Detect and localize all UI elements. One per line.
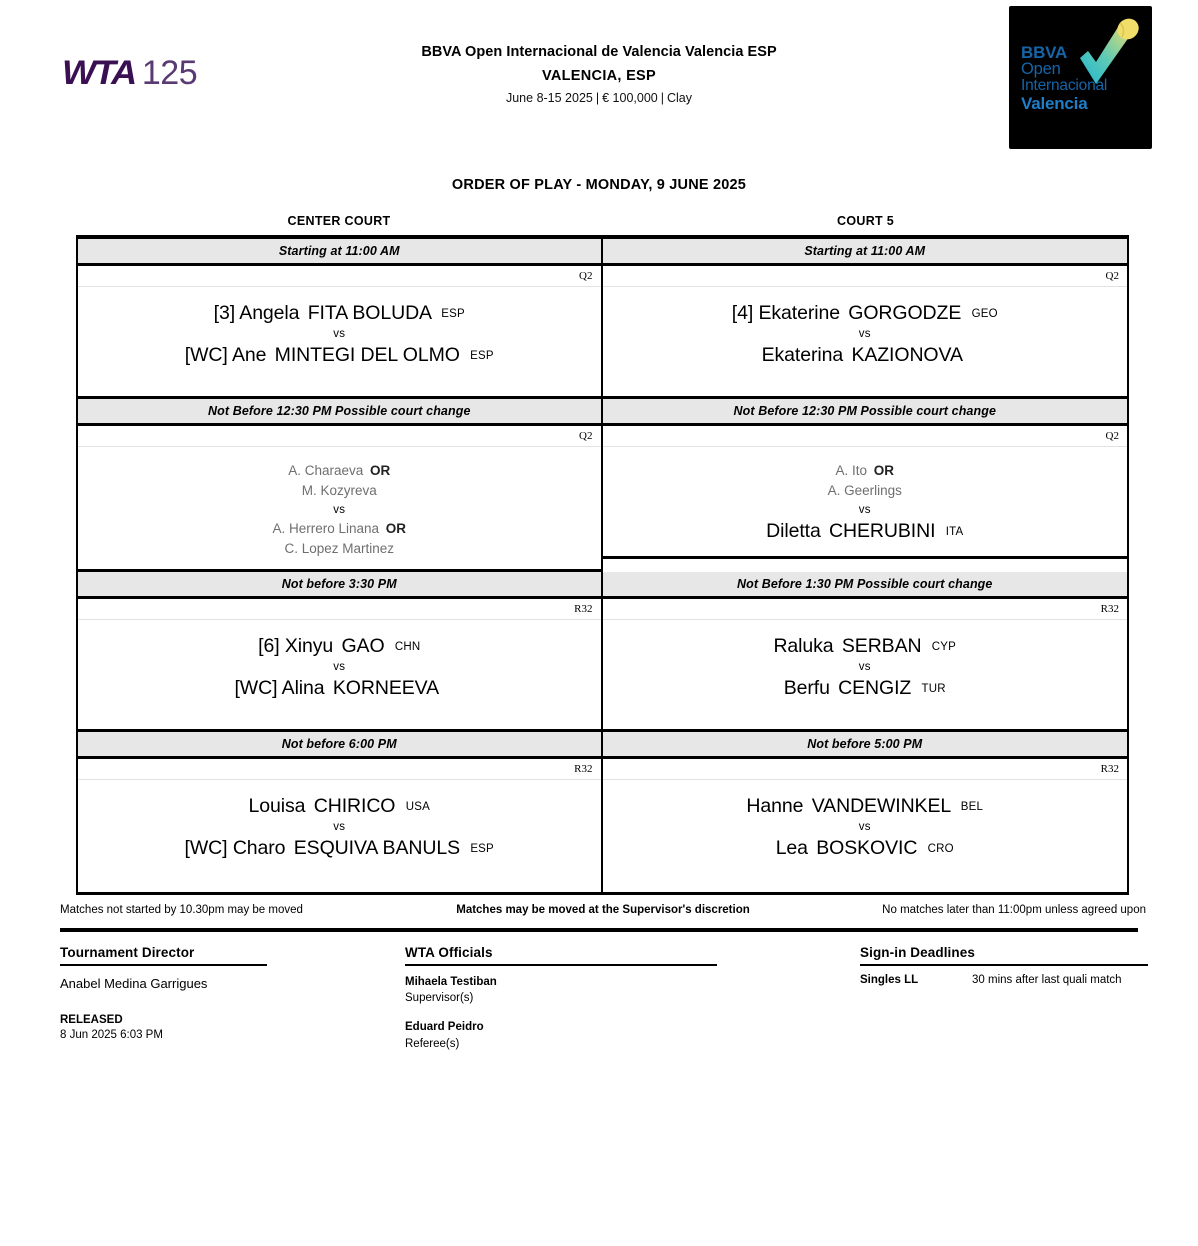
released-label: RELEASED bbox=[60, 1013, 123, 1026]
player-country: CYP bbox=[931, 641, 957, 654]
tournament-city: VALENCIA, ESP bbox=[541, 68, 656, 84]
time-bar: Starting at 11:00 AM bbox=[603, 239, 1128, 266]
player-line-2 bbox=[84, 836, 595, 861]
time-bar: Not before 3:30 PM bbox=[78, 572, 601, 599]
vs-label: vs bbox=[858, 661, 871, 674]
schedule-cell-court-5 bbox=[603, 572, 1128, 732]
schedule-cell-court-5 bbox=[603, 732, 1128, 892]
player-last: MINTEGI DEL OLMO bbox=[274, 344, 460, 367]
tbd-player-name: A. Ito bbox=[835, 463, 867, 478]
bbva-logo-text bbox=[1021, 44, 1107, 112]
tbd-player-line-1b: A. Geerlings bbox=[827, 483, 902, 499]
player-seed: [WC] bbox=[234, 677, 278, 700]
player-first: Alina bbox=[281, 677, 325, 700]
tbd-player-line-2b: C. Lopez Martinez bbox=[284, 541, 395, 556]
player-last: VANDEWINKEL bbox=[811, 795, 951, 818]
player-seed: [WC] bbox=[184, 837, 228, 860]
note-late-matches: Matches not started by 10.30pm may be moved bbox=[60, 904, 303, 917]
player-line-1 bbox=[609, 301, 1122, 326]
player-last: FITA BOLUDA bbox=[307, 302, 431, 324]
vs-label: vs bbox=[858, 821, 871, 834]
signin-deadline-row bbox=[860, 974, 1150, 992]
player-last: SERBAN bbox=[841, 635, 922, 658]
footer-divider bbox=[60, 928, 1138, 932]
note-latest-match-time: No matches later than 11:00pm unless agreed upon bbox=[882, 904, 1146, 917]
player-first: Angela bbox=[239, 302, 300, 324]
schedule-cell-center-court bbox=[78, 732, 603, 892]
signin-label: Singles LL bbox=[860, 974, 919, 987]
player-country: ITA bbox=[945, 525, 964, 538]
bbva-logo-line3: Internacional bbox=[1021, 77, 1108, 95]
player-last: GORGODZE bbox=[848, 302, 962, 324]
player-first: Charo bbox=[232, 837, 286, 860]
player-last: CENGIZ bbox=[838, 677, 912, 700]
court-headings bbox=[0, 214, 1198, 231]
tbd-player-line-1b: M. Kozyreva bbox=[301, 483, 377, 499]
time-bar: Not Before 12:30 PM Possible court change bbox=[78, 399, 601, 426]
tbd-player-line-1a bbox=[84, 461, 595, 481]
vs-label: vs bbox=[333, 821, 346, 834]
tournament-surface: Clay bbox=[666, 91, 692, 105]
footer-notes bbox=[60, 904, 1146, 920]
wta-logo-mark: WTA bbox=[62, 54, 136, 92]
tournament-dates: June 8-15 2025 bbox=[505, 91, 593, 105]
schedule-block bbox=[78, 239, 1127, 399]
vs-label: vs bbox=[858, 327, 871, 340]
player-last: CHIRICO bbox=[313, 795, 396, 818]
tbd-player-name: A. Charaeva bbox=[288, 463, 364, 478]
player-seed: [3] bbox=[213, 302, 236, 324]
round-label: Q2 bbox=[78, 266, 601, 287]
referee-role: Referee(s) bbox=[405, 1037, 460, 1050]
schedule-block bbox=[78, 572, 1127, 732]
match-body[interactable] bbox=[78, 780, 601, 892]
player-last: ESQUIVA BANULS bbox=[293, 837, 460, 860]
supervisor-role: Supervisor(s) bbox=[405, 992, 474, 1005]
vs-label: vs bbox=[858, 503, 871, 516]
signin-value: 30 mins after last quali match bbox=[972, 974, 1122, 987]
player-last: KAZIONOVA bbox=[851, 344, 963, 367]
player-first: Ane bbox=[231, 344, 267, 367]
footer-wta-officials bbox=[405, 945, 715, 1051]
schedule-block bbox=[78, 399, 1127, 572]
player-first: Berfu bbox=[783, 677, 830, 700]
match-body[interactable] bbox=[78, 447, 601, 572]
match-body[interactable] bbox=[603, 780, 1128, 892]
player-line-2 bbox=[609, 343, 1122, 368]
player-line-1 bbox=[84, 301, 595, 326]
meta-separator-1: | bbox=[595, 91, 600, 105]
player-country: BEL bbox=[960, 801, 984, 814]
round-label: R32 bbox=[78, 599, 601, 620]
tournament-name: BBVA Open Internacional de Valencia Valencia ESP bbox=[421, 44, 777, 60]
player-seed: [WC] bbox=[184, 344, 228, 367]
player-line-1 bbox=[609, 634, 1122, 659]
player-line-1 bbox=[84, 794, 595, 819]
heading-underline bbox=[60, 964, 267, 966]
note-supervisor: Matches may be moved at the Supervisor's discretion bbox=[456, 904, 750, 917]
tbd-player-line-1a bbox=[609, 461, 1122, 481]
player-country: USA bbox=[405, 801, 430, 814]
round-label: Q2 bbox=[603, 266, 1128, 287]
or-label: OR bbox=[370, 463, 391, 478]
player-first: Raluka bbox=[773, 635, 834, 658]
or-label: OR bbox=[873, 463, 895, 478]
player-first: Lea bbox=[775, 837, 808, 860]
player-seed: [6] bbox=[258, 635, 280, 658]
referee-name: Eduard Peidro bbox=[405, 1021, 484, 1034]
player-line-2 bbox=[609, 836, 1122, 861]
round-label: Q2 bbox=[78, 426, 601, 447]
bbva-logo-line2: Open bbox=[1021, 60, 1061, 79]
player-country: CRO bbox=[927, 843, 954, 856]
player-first: Ekaterine bbox=[758, 302, 840, 324]
schedule-cell-court-5 bbox=[603, 399, 1128, 572]
tournament-prize: € 100,000 bbox=[602, 91, 658, 105]
schedule-block bbox=[78, 732, 1127, 892]
heading-underline bbox=[405, 964, 717, 966]
time-bar: Starting at 11:00 AM bbox=[78, 239, 601, 266]
match-body[interactable] bbox=[603, 620, 1128, 732]
schedule-cell-center-court bbox=[78, 572, 603, 732]
meta-separator-2: | bbox=[660, 91, 664, 105]
player-line-2 bbox=[84, 343, 595, 368]
footer-heading-signin-deadlines: Sign-in Deadlines bbox=[860, 945, 975, 961]
heading-underline bbox=[860, 964, 1148, 966]
player-country: TUR bbox=[921, 683, 946, 696]
match-body[interactable] bbox=[78, 620, 601, 732]
page-title: ORDER OF PLAY - MONDAY, 9 JUNE 2025 bbox=[451, 177, 747, 193]
player-last: BOSKOVIC bbox=[816, 837, 918, 860]
time-bar: Not Before 1:30 PM Possible court change bbox=[603, 572, 1128, 599]
player-first: Louisa bbox=[248, 795, 306, 818]
player-first: Xinyu bbox=[284, 635, 334, 658]
supervisor-name: Mihaela Testiban bbox=[405, 976, 497, 989]
player-country: ESP bbox=[470, 350, 494, 363]
match-body[interactable] bbox=[603, 287, 1128, 399]
player-country: ESP bbox=[470, 843, 494, 856]
bbva-logo-line1: BBVA bbox=[1021, 43, 1068, 62]
round-label: R32 bbox=[78, 759, 601, 780]
time-bar: Not before 6:00 PM bbox=[78, 732, 601, 759]
player-line-2 bbox=[609, 676, 1122, 701]
court-heading-center-court: CENTER COURT bbox=[287, 214, 391, 228]
player-last: GAO bbox=[341, 635, 385, 658]
player-first: Ekaterina bbox=[761, 344, 844, 367]
released-timestamp: 8 Jun 2025 6:03 PM bbox=[60, 1028, 163, 1041]
player-last: KORNEEVA bbox=[332, 677, 439, 700]
tbd-player-name: A. Herrero Linana bbox=[272, 520, 380, 536]
time-bar: Not before 5:00 PM bbox=[603, 732, 1128, 759]
footer-tournament-director bbox=[60, 945, 340, 1041]
player-line-1 bbox=[609, 794, 1122, 819]
round-label: Q2 bbox=[603, 426, 1128, 447]
match-body[interactable] bbox=[78, 287, 601, 399]
tournament-director-name: Anabel Medina Garrigues bbox=[60, 976, 208, 992]
player-country: GEO bbox=[971, 308, 998, 320]
footer-heading-wta-officials: WTA Officials bbox=[405, 945, 493, 961]
player-line-1 bbox=[84, 634, 595, 659]
schedule-cell-center-court bbox=[78, 399, 603, 572]
player-line-2 bbox=[84, 676, 595, 701]
player-first: Hanne bbox=[746, 795, 804, 818]
player-seed: [4] bbox=[731, 302, 754, 324]
vs-label: vs bbox=[333, 327, 346, 340]
schedule-table bbox=[76, 235, 1129, 895]
bbva-logo-line4: Valencia bbox=[1021, 93, 1088, 113]
spacer bbox=[405, 1006, 715, 1019]
vs-label: vs bbox=[333, 661, 346, 674]
vs-label: vs bbox=[333, 503, 346, 516]
bbva-sponsor-logo bbox=[1009, 6, 1152, 149]
player-country: ESP bbox=[441, 308, 465, 320]
schedule-cell-center-court bbox=[78, 239, 603, 399]
page-header bbox=[0, 0, 1198, 155]
time-bar: Not Before 12:30 PM Possible court change bbox=[603, 399, 1128, 426]
player-country: CHN bbox=[394, 641, 421, 654]
round-label: R32 bbox=[603, 759, 1128, 780]
match-body[interactable] bbox=[603, 447, 1128, 559]
schedule-cell-court-5 bbox=[603, 239, 1128, 399]
footer-heading-tournament-director: Tournament Director bbox=[60, 945, 195, 961]
player-line-2 bbox=[609, 519, 1122, 544]
court-heading-court-5: COURT 5 bbox=[837, 214, 894, 228]
round-label: R32 bbox=[603, 599, 1128, 620]
or-label: OR bbox=[385, 520, 407, 536]
player-first: Diletta bbox=[766, 519, 821, 542]
footer-signin-deadlines bbox=[860, 945, 1150, 992]
wta-logo-125: 125 bbox=[141, 54, 198, 92]
tbd-player-line-2a bbox=[84, 519, 595, 539]
player-last: CHERUBINI bbox=[829, 519, 936, 542]
footer bbox=[60, 945, 1138, 1055]
